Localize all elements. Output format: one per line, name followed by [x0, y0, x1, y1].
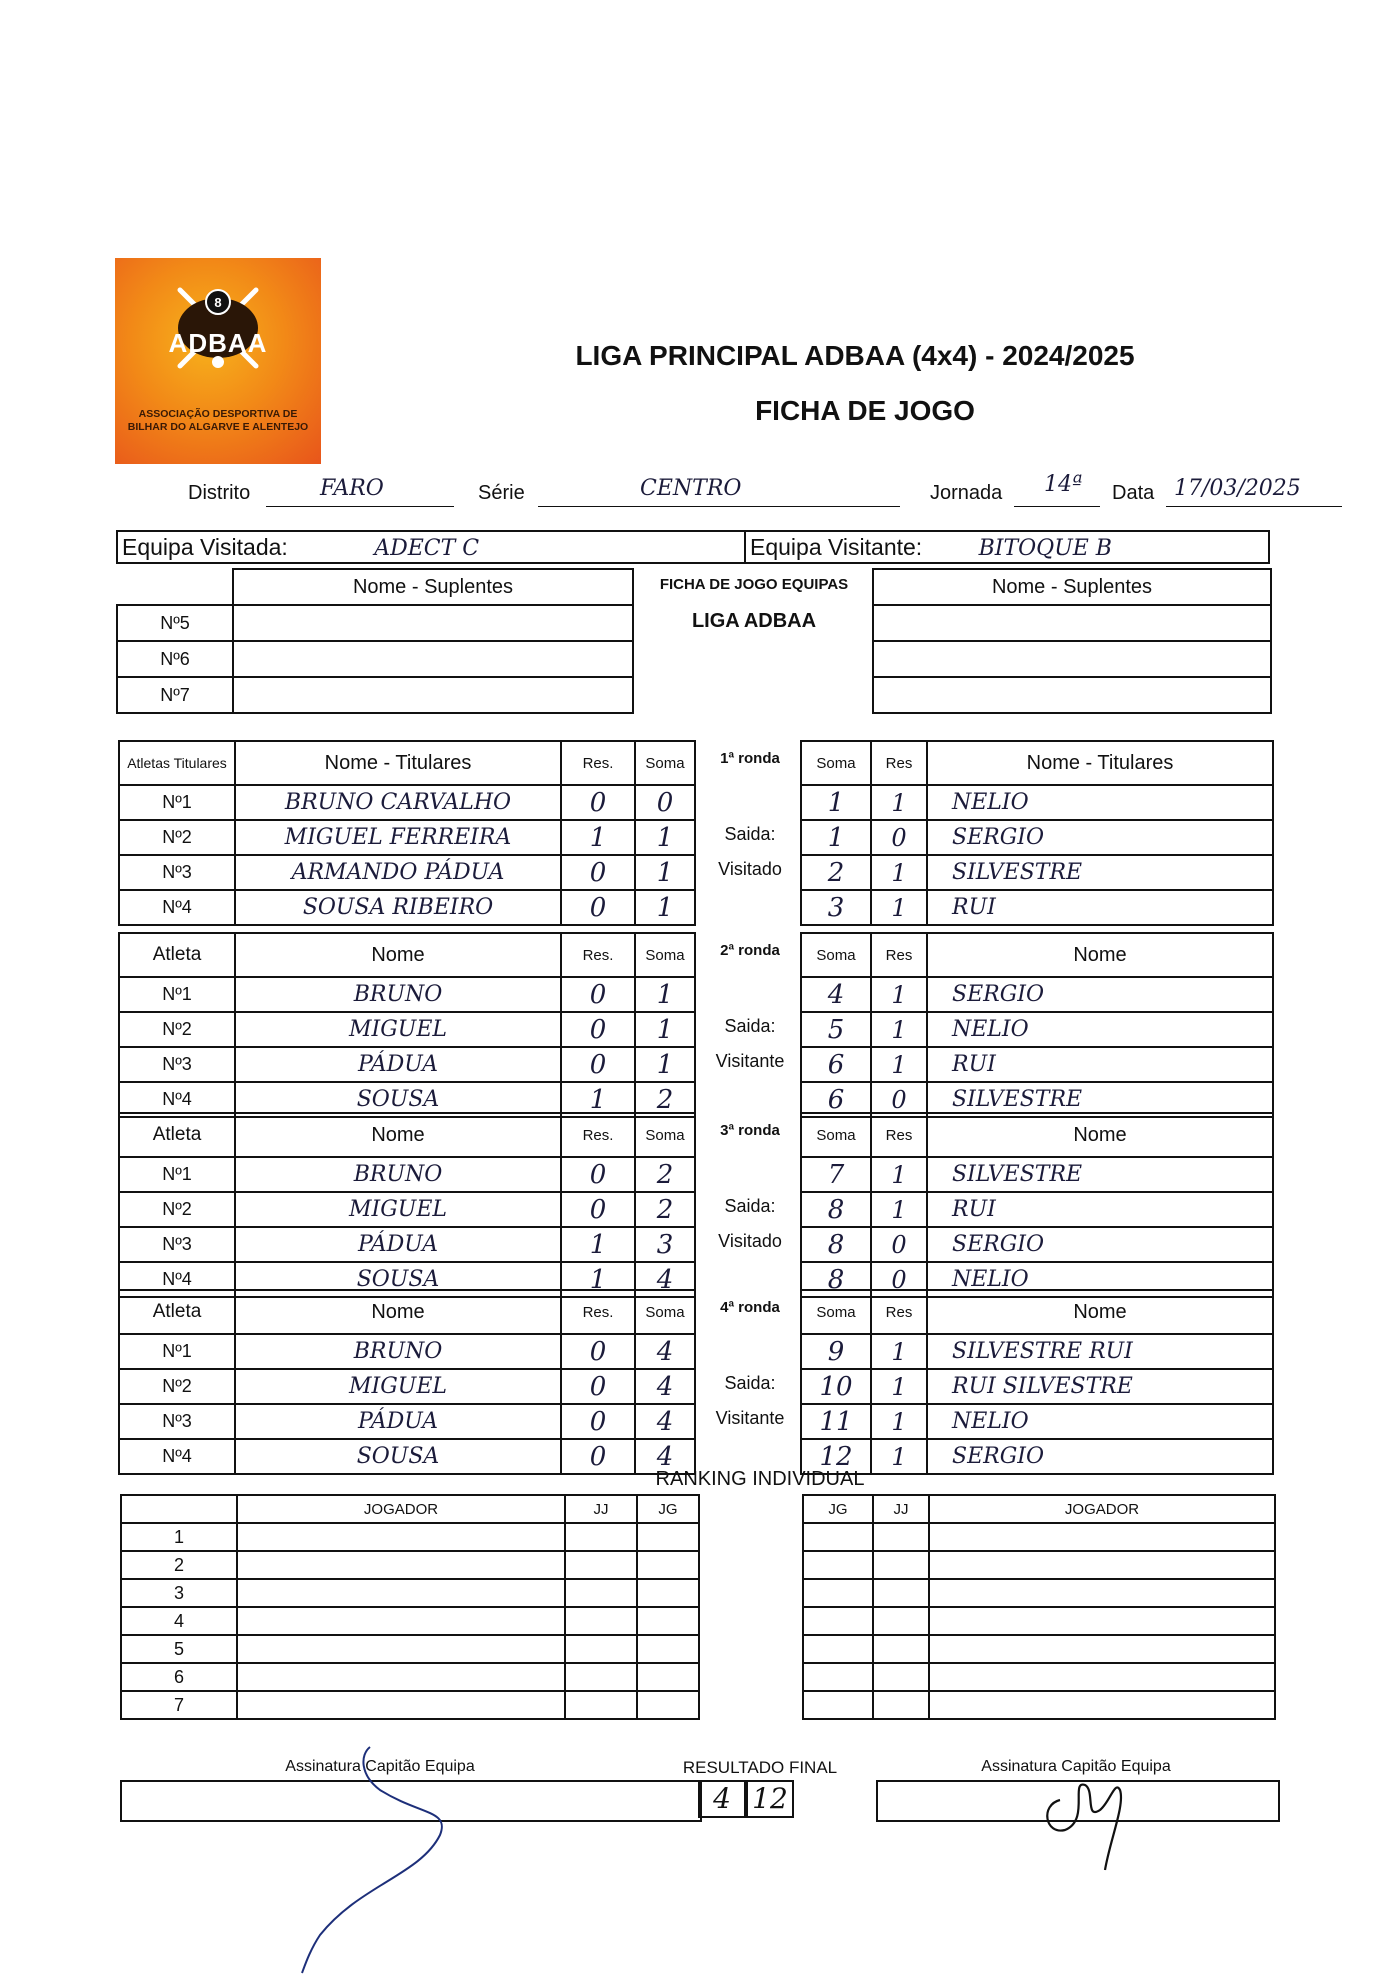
- ranking-jj-header: JJ: [565, 1495, 637, 1523]
- rank-cell[interactable]: [929, 1663, 1275, 1691]
- col-res-header: Res.: [561, 1113, 635, 1157]
- table-row: [119, 1012, 695, 1047]
- col-res-header: Res.: [561, 741, 635, 785]
- table-row: [801, 855, 1273, 890]
- opponent-res: 1: [871, 1334, 927, 1369]
- jornada-value: 14ª: [1044, 472, 1083, 497]
- round-1-left-table: [118, 740, 696, 926]
- logo-brand: ADBAA: [168, 328, 268, 358]
- saida-value: Visitado: [718, 859, 782, 879]
- rank-cell[interactable]: [929, 1607, 1275, 1635]
- table-row: [119, 1334, 695, 1369]
- page-subtitle: FICHA DE JOGO: [755, 395, 975, 426]
- rank-cell[interactable]: [873, 1663, 929, 1691]
- jornada-label: Jornada: [930, 482, 1003, 504]
- col-res-header: Res: [871, 1113, 927, 1157]
- rank-cell[interactable]: [565, 1691, 637, 1719]
- table-row: [801, 1047, 1273, 1082]
- player-name: BRUNO: [235, 1157, 561, 1192]
- adbaa-logo: [115, 258, 321, 464]
- col-atletas-header: Atletas Titulares: [119, 741, 235, 785]
- table-row: [801, 1157, 1273, 1192]
- rank-cell[interactable]: [637, 1635, 699, 1663]
- saida-value: Visitante: [715, 1408, 785, 1428]
- opponent-res: 1: [871, 1157, 927, 1192]
- ranking-jogador-header: JOGADOR: [237, 1495, 565, 1523]
- page-title: LIGA PRINCIPAL ADBAA (4x4) - 2024/2025: [575, 340, 1135, 371]
- table-row: [121, 1523, 699, 1551]
- rank-cell[interactable]: [873, 1579, 929, 1607]
- opponent-soma: 1: [801, 820, 871, 855]
- table-row: [803, 1635, 1275, 1663]
- rank-cell[interactable]: [637, 1579, 699, 1607]
- opponent-soma: 9: [801, 1334, 871, 1369]
- opponent-name: NELIO: [927, 1262, 1273, 1297]
- player-soma: 1: [635, 977, 695, 1012]
- table-row: [119, 820, 695, 855]
- opponent-name: NELIO: [927, 1012, 1273, 1047]
- opponent-name: SERGIO: [927, 820, 1273, 855]
- opponent-res: 1: [871, 785, 927, 820]
- round-label: 2ª ronda: [720, 942, 780, 959]
- rank-position: 4: [121, 1607, 237, 1635]
- table-row: [121, 1663, 699, 1691]
- suplente-num: Nº7: [117, 677, 233, 713]
- player-name: PÁDUA: [235, 1404, 561, 1439]
- rank-cell[interactable]: [565, 1579, 637, 1607]
- table-row: [801, 890, 1273, 925]
- round-3-left-table: [118, 1112, 696, 1298]
- opponent-res: 0: [871, 1227, 927, 1262]
- table-row: [801, 1369, 1273, 1404]
- opponent-soma: 10: [801, 1369, 871, 1404]
- opponent-soma: 5: [801, 1012, 871, 1047]
- table-row: [801, 1192, 1273, 1227]
- opponent-name: RUI: [927, 1047, 1273, 1082]
- player-soma: 2: [635, 1157, 695, 1192]
- player-soma: 1: [635, 820, 695, 855]
- ranking-title: RANKING INDIVIDUAL: [655, 1468, 865, 1490]
- opponent-soma: 8: [801, 1192, 871, 1227]
- round-2-left-table: [118, 932, 696, 1118]
- assinatura-label-left: Assinatura Capitão Equipa: [285, 1758, 475, 1775]
- rank-cell[interactable]: [929, 1551, 1275, 1579]
- table-row: [121, 1635, 699, 1663]
- player-soma: 3: [635, 1227, 695, 1262]
- rank-cell[interactable]: [237, 1551, 565, 1579]
- table-row: [121, 1551, 699, 1579]
- player-name: SOUSA: [235, 1262, 561, 1297]
- suplentes-left-table: [116, 568, 634, 714]
- table-row: [801, 1334, 1273, 1369]
- rank-position: 5: [121, 1635, 237, 1663]
- signature-right-icon: [1030, 1760, 1150, 1880]
- ranking-left-table: [120, 1494, 700, 1720]
- player-res: 0: [561, 855, 635, 890]
- player-res: 0: [561, 1012, 635, 1047]
- player-res: 1: [561, 1082, 635, 1117]
- rank-position: 7: [121, 1691, 237, 1719]
- table-row: [801, 785, 1273, 820]
- rank-cell[interactable]: [929, 1579, 1275, 1607]
- opponent-soma: 8: [801, 1262, 871, 1297]
- player-soma: 4: [635, 1334, 695, 1369]
- player-res: 0: [561, 977, 635, 1012]
- suplentes-header: Nome - Suplentes: [873, 569, 1271, 605]
- table-row: [121, 1691, 699, 1719]
- player-soma: 4: [635, 1369, 695, 1404]
- col-soma-header: Soma: [635, 933, 695, 977]
- col-nome-header: Nome - Titulares: [235, 741, 561, 785]
- rank-cell[interactable]: [803, 1663, 873, 1691]
- table-row: [119, 1227, 695, 1262]
- player-name: SOUSA RIBEIRO: [235, 890, 561, 925]
- rank-cell[interactable]: [929, 1691, 1275, 1719]
- player-res: 0: [561, 1157, 635, 1192]
- player-name: PÁDUA: [235, 1047, 561, 1082]
- opponent-res: 1: [871, 1192, 927, 1227]
- player-num: Nº4: [119, 1262, 235, 1297]
- distrito-label: Distrito: [188, 482, 251, 504]
- rank-cell[interactable]: [565, 1663, 637, 1691]
- table-row: [803, 1691, 1275, 1719]
- rank-cell[interactable]: [637, 1691, 699, 1719]
- player-res: 0: [561, 1334, 635, 1369]
- player-res: 0: [561, 1192, 635, 1227]
- opponent-soma: 6: [801, 1047, 871, 1082]
- rank-cell[interactable]: [873, 1635, 929, 1663]
- round-label: 4ª ronda: [720, 1299, 780, 1316]
- col-atleta-header: Atleta: [119, 1113, 235, 1157]
- visitada-label: Equipa Visitada:: [122, 533, 288, 560]
- visitante-value: BITOQUE B: [978, 535, 1112, 561]
- ranking-jj-header: JJ: [873, 1495, 929, 1523]
- player-soma: 4: [635, 1404, 695, 1439]
- opponent-res: 1: [871, 1404, 927, 1439]
- opponent-res: 1: [871, 1439, 927, 1474]
- visitante-label: Equipa Visitante:: [750, 533, 923, 560]
- player-num: Nº2: [119, 1369, 235, 1404]
- saida-label: Saida:: [724, 824, 776, 844]
- rank-cell[interactable]: [565, 1607, 637, 1635]
- rank-cell[interactable]: [237, 1663, 565, 1691]
- opponent-name: SERGIO: [927, 977, 1273, 1012]
- table-row: [119, 855, 695, 890]
- player-soma: 0: [635, 785, 695, 820]
- rank-cell[interactable]: [929, 1635, 1275, 1663]
- opponent-name: SILVESTRE: [927, 855, 1273, 890]
- player-soma: 1: [635, 855, 695, 890]
- rank-cell[interactable]: [929, 1523, 1275, 1551]
- rank-cell[interactable]: [237, 1635, 565, 1663]
- rank-cell[interactable]: [873, 1607, 929, 1635]
- opponent-res: 1: [871, 1012, 927, 1047]
- resultado-label: RESULTADO FINAL: [682, 1758, 838, 1777]
- resultado-home: 4: [698, 1780, 746, 1818]
- table-row: [119, 1192, 695, 1227]
- table-row: [803, 1523, 1275, 1551]
- ranking-jg-header: JG: [637, 1495, 699, 1523]
- table-row: [801, 1012, 1273, 1047]
- col-nome-header: Nome: [927, 1113, 1273, 1157]
- player-name: SOUSA: [235, 1082, 561, 1117]
- player-num: Nº3: [119, 1227, 235, 1262]
- player-res: 0: [561, 1439, 635, 1474]
- opponent-soma: 4: [801, 977, 871, 1012]
- opponent-name: RUI: [927, 890, 1273, 925]
- table-row: [803, 1663, 1275, 1691]
- rank-position: 6: [121, 1663, 237, 1691]
- data-value: 17/03/2025: [1174, 476, 1301, 501]
- player-name: MIGUEL FERREIRA: [235, 820, 561, 855]
- rank-cell[interactable]: [237, 1579, 565, 1607]
- suplentes-right-table: [872, 568, 1272, 714]
- assinatura-label-right: Assinatura Capitão Equipa: [981, 1758, 1171, 1775]
- rank-position: 3: [121, 1579, 237, 1607]
- rank-cell[interactable]: [803, 1551, 873, 1579]
- round-1-right-table: [800, 740, 1274, 926]
- opponent-name: NELIO: [927, 1404, 1273, 1439]
- rank-cell[interactable]: [637, 1523, 699, 1551]
- opponent-name: SERGIO: [927, 1227, 1273, 1262]
- opponent-res: 1: [871, 855, 927, 890]
- opponent-name: SILVESTRE: [927, 1082, 1273, 1117]
- signature-left-icon: [300, 1735, 500, 1975]
- rank-cell[interactable]: [237, 1691, 565, 1719]
- visitada-value: ADECT C: [374, 535, 480, 561]
- player-res: 1: [561, 1227, 635, 1262]
- rank-cell[interactable]: [637, 1607, 699, 1635]
- col-atleta-header: Atleta: [119, 933, 235, 977]
- opponent-soma: 12: [801, 1439, 871, 1474]
- rank-cell[interactable]: [803, 1635, 873, 1663]
- saida-label: Saida:: [724, 1196, 776, 1216]
- player-num: Nº1: [119, 785, 235, 820]
- player-name: MIGUEL: [235, 1192, 561, 1227]
- teams-table: [116, 530, 1270, 564]
- col-res-header: Res.: [561, 933, 635, 977]
- saida-label: Saida:: [724, 1016, 776, 1036]
- player-name: ARMANDO PÁDUA: [235, 855, 561, 890]
- col-nome-header: Nome: [927, 933, 1273, 977]
- opponent-soma: 7: [801, 1157, 871, 1192]
- ficha-equipas-title: FICHA DE JOGO EQUIPAS: [659, 576, 849, 593]
- table-row: [803, 1579, 1275, 1607]
- table-row: [119, 1047, 695, 1082]
- col-nome-header: Nome: [235, 1113, 561, 1157]
- player-num: Nº4: [119, 890, 235, 925]
- col-nome-header: Nome: [235, 1290, 561, 1334]
- col-res-header: Res: [871, 1290, 927, 1334]
- opponent-soma: 3: [801, 890, 871, 925]
- player-res: 1: [561, 1262, 635, 1297]
- player-res: 0: [561, 1047, 635, 1082]
- rank-position: 2: [121, 1551, 237, 1579]
- player-name: BRUNO: [235, 1334, 561, 1369]
- opponent-soma: 2: [801, 855, 871, 890]
- opponent-name: SILVESTRE: [927, 1157, 1273, 1192]
- player-soma: 2: [635, 1192, 695, 1227]
- player-num: Nº2: [119, 820, 235, 855]
- opponent-soma: 1: [801, 785, 871, 820]
- serie-label: Série: [478, 482, 525, 504]
- player-name: MIGUEL: [235, 1369, 561, 1404]
- ficha-equipas-sub: LIGA ADBAA: [691, 610, 817, 632]
- opponent-name: RUI SILVESTRE: [927, 1369, 1273, 1404]
- col-soma-header: Soma: [801, 1290, 871, 1334]
- player-num: Nº4: [119, 1082, 235, 1117]
- table-row: [119, 785, 695, 820]
- saida-value: Visitante: [715, 1051, 785, 1071]
- opponent-name: RUI: [927, 1192, 1273, 1227]
- rank-cell[interactable]: [565, 1523, 637, 1551]
- player-name: BRUNO CARVALHO: [235, 785, 561, 820]
- col-res-header: Res: [871, 933, 927, 977]
- rank-cell[interactable]: [803, 1579, 873, 1607]
- opponent-name: NELIO: [927, 785, 1273, 820]
- opponent-res: 0: [871, 1082, 927, 1117]
- opponent-soma: 8: [801, 1227, 871, 1262]
- serie-value: CENTRO: [640, 476, 742, 501]
- suplentes-header: Nome - Suplentes: [233, 569, 633, 605]
- table-row: [121, 1607, 699, 1635]
- col-soma-header: Soma: [635, 1113, 695, 1157]
- player-res: 0: [561, 890, 635, 925]
- rank-cell[interactable]: [873, 1551, 929, 1579]
- round-label: 3ª ronda: [720, 1122, 780, 1139]
- rank-cell[interactable]: [873, 1523, 929, 1551]
- col-nome-header: Nome: [927, 1290, 1273, 1334]
- player-soma: 2: [635, 1082, 695, 1117]
- opponent-res: 0: [871, 820, 927, 855]
- opponent-name: SILVESTRE RUI: [927, 1334, 1273, 1369]
- col-soma-header: Soma: [801, 933, 871, 977]
- opponent-soma: 11: [801, 1404, 871, 1439]
- opponent-res: 1: [871, 1047, 927, 1082]
- ranking-jg-header: JG: [803, 1495, 873, 1523]
- table-row: [801, 1404, 1273, 1439]
- resultado-away: 12: [746, 1780, 794, 1818]
- resultado-box: [698, 1780, 794, 1818]
- col-soma-header: Soma: [635, 1290, 695, 1334]
- player-name: SOUSA: [235, 1439, 561, 1474]
- player-soma: 4: [635, 1262, 695, 1297]
- rank-cell[interactable]: [565, 1551, 637, 1579]
- saida-label: Saida:: [724, 1373, 776, 1393]
- ranking-right-table: [802, 1494, 1276, 1720]
- rank-position: 1: [121, 1523, 237, 1551]
- col-soma-header: Soma: [801, 741, 871, 785]
- col-nome-header: Nome: [235, 933, 561, 977]
- player-name: PÁDUA: [235, 1227, 561, 1262]
- player-name: BRUNO: [235, 977, 561, 1012]
- player-num: Nº3: [119, 1404, 235, 1439]
- player-num: Nº3: [119, 855, 235, 890]
- opponent-res: 1: [871, 1369, 927, 1404]
- ranking-jogador-header: JOGADOR: [929, 1495, 1275, 1523]
- player-soma: 4: [635, 1439, 695, 1474]
- col-soma-header: Soma: [635, 741, 695, 785]
- table-row: [803, 1551, 1275, 1579]
- logo-subtitle: ASSOCIAÇÃO DESPORTIVA DE BILHAR DO ALGARVE E ALENTEJO: [127, 408, 309, 433]
- player-num: Nº1: [119, 977, 235, 1012]
- suplente-num: Nº6: [117, 641, 233, 677]
- table-row: [121, 1579, 699, 1607]
- player-res: 1: [561, 820, 635, 855]
- saida-value: Visitado: [718, 1231, 782, 1251]
- round-label: 1ª ronda: [720, 750, 780, 767]
- table-row: [119, 1157, 695, 1192]
- round-2-right-table: [800, 932, 1274, 1118]
- col-res-header: Res: [871, 741, 927, 785]
- suplente-num: Nº5: [117, 605, 233, 641]
- opponent-res: 0: [871, 1262, 927, 1297]
- table-row: [801, 1227, 1273, 1262]
- distrito-value: FARO: [320, 476, 384, 501]
- rank-cell[interactable]: [803, 1523, 873, 1551]
- player-soma: 1: [635, 1012, 695, 1047]
- table-row: [119, 1369, 695, 1404]
- opponent-name: SERGIO: [927, 1439, 1273, 1474]
- player-soma: 1: [635, 890, 695, 925]
- opponent-soma: 6: [801, 1082, 871, 1117]
- rank-cell[interactable]: [237, 1607, 565, 1635]
- player-num: Nº3: [119, 1047, 235, 1082]
- round-4-left-table: [118, 1289, 696, 1475]
- table-row: [119, 1404, 695, 1439]
- player-res: 0: [561, 785, 635, 820]
- data-label: Data: [1112, 482, 1155, 504]
- player-res: 0: [561, 1404, 635, 1439]
- table-row: [803, 1607, 1275, 1635]
- rank-cell[interactable]: [873, 1691, 929, 1719]
- col-res-header: Res.: [561, 1290, 635, 1334]
- rank-cell[interactable]: [637, 1551, 699, 1579]
- table-row: [801, 820, 1273, 855]
- round-4-right-table: [800, 1289, 1274, 1475]
- col-atleta-header: Atleta: [119, 1290, 235, 1334]
- round-3-right-table: [800, 1112, 1274, 1298]
- table-row: [119, 890, 695, 925]
- opponent-res: 1: [871, 977, 927, 1012]
- player-name: MIGUEL: [235, 1012, 561, 1047]
- player-num: Nº1: [119, 1334, 235, 1369]
- player-num: Nº2: [119, 1012, 235, 1047]
- player-soma: 1: [635, 1047, 695, 1082]
- col-nome-header: Nome - Titulares: [927, 741, 1273, 785]
- rank-cell[interactable]: [803, 1607, 873, 1635]
- col-soma-header: Soma: [801, 1113, 871, 1157]
- rank-cell[interactable]: [803, 1691, 873, 1719]
- player-res: 0: [561, 1369, 635, 1404]
- svg-text:8: 8: [214, 295, 222, 310]
- table-row: [119, 977, 695, 1012]
- table-row: [801, 977, 1273, 1012]
- rank-cell[interactable]: [237, 1523, 565, 1551]
- player-num: Nº4: [119, 1439, 235, 1474]
- rank-cell[interactable]: [637, 1663, 699, 1691]
- player-num: Nº1: [119, 1157, 235, 1192]
- opponent-res: 1: [871, 890, 927, 925]
- rank-cell[interactable]: [565, 1635, 637, 1663]
- player-num: Nº2: [119, 1192, 235, 1227]
